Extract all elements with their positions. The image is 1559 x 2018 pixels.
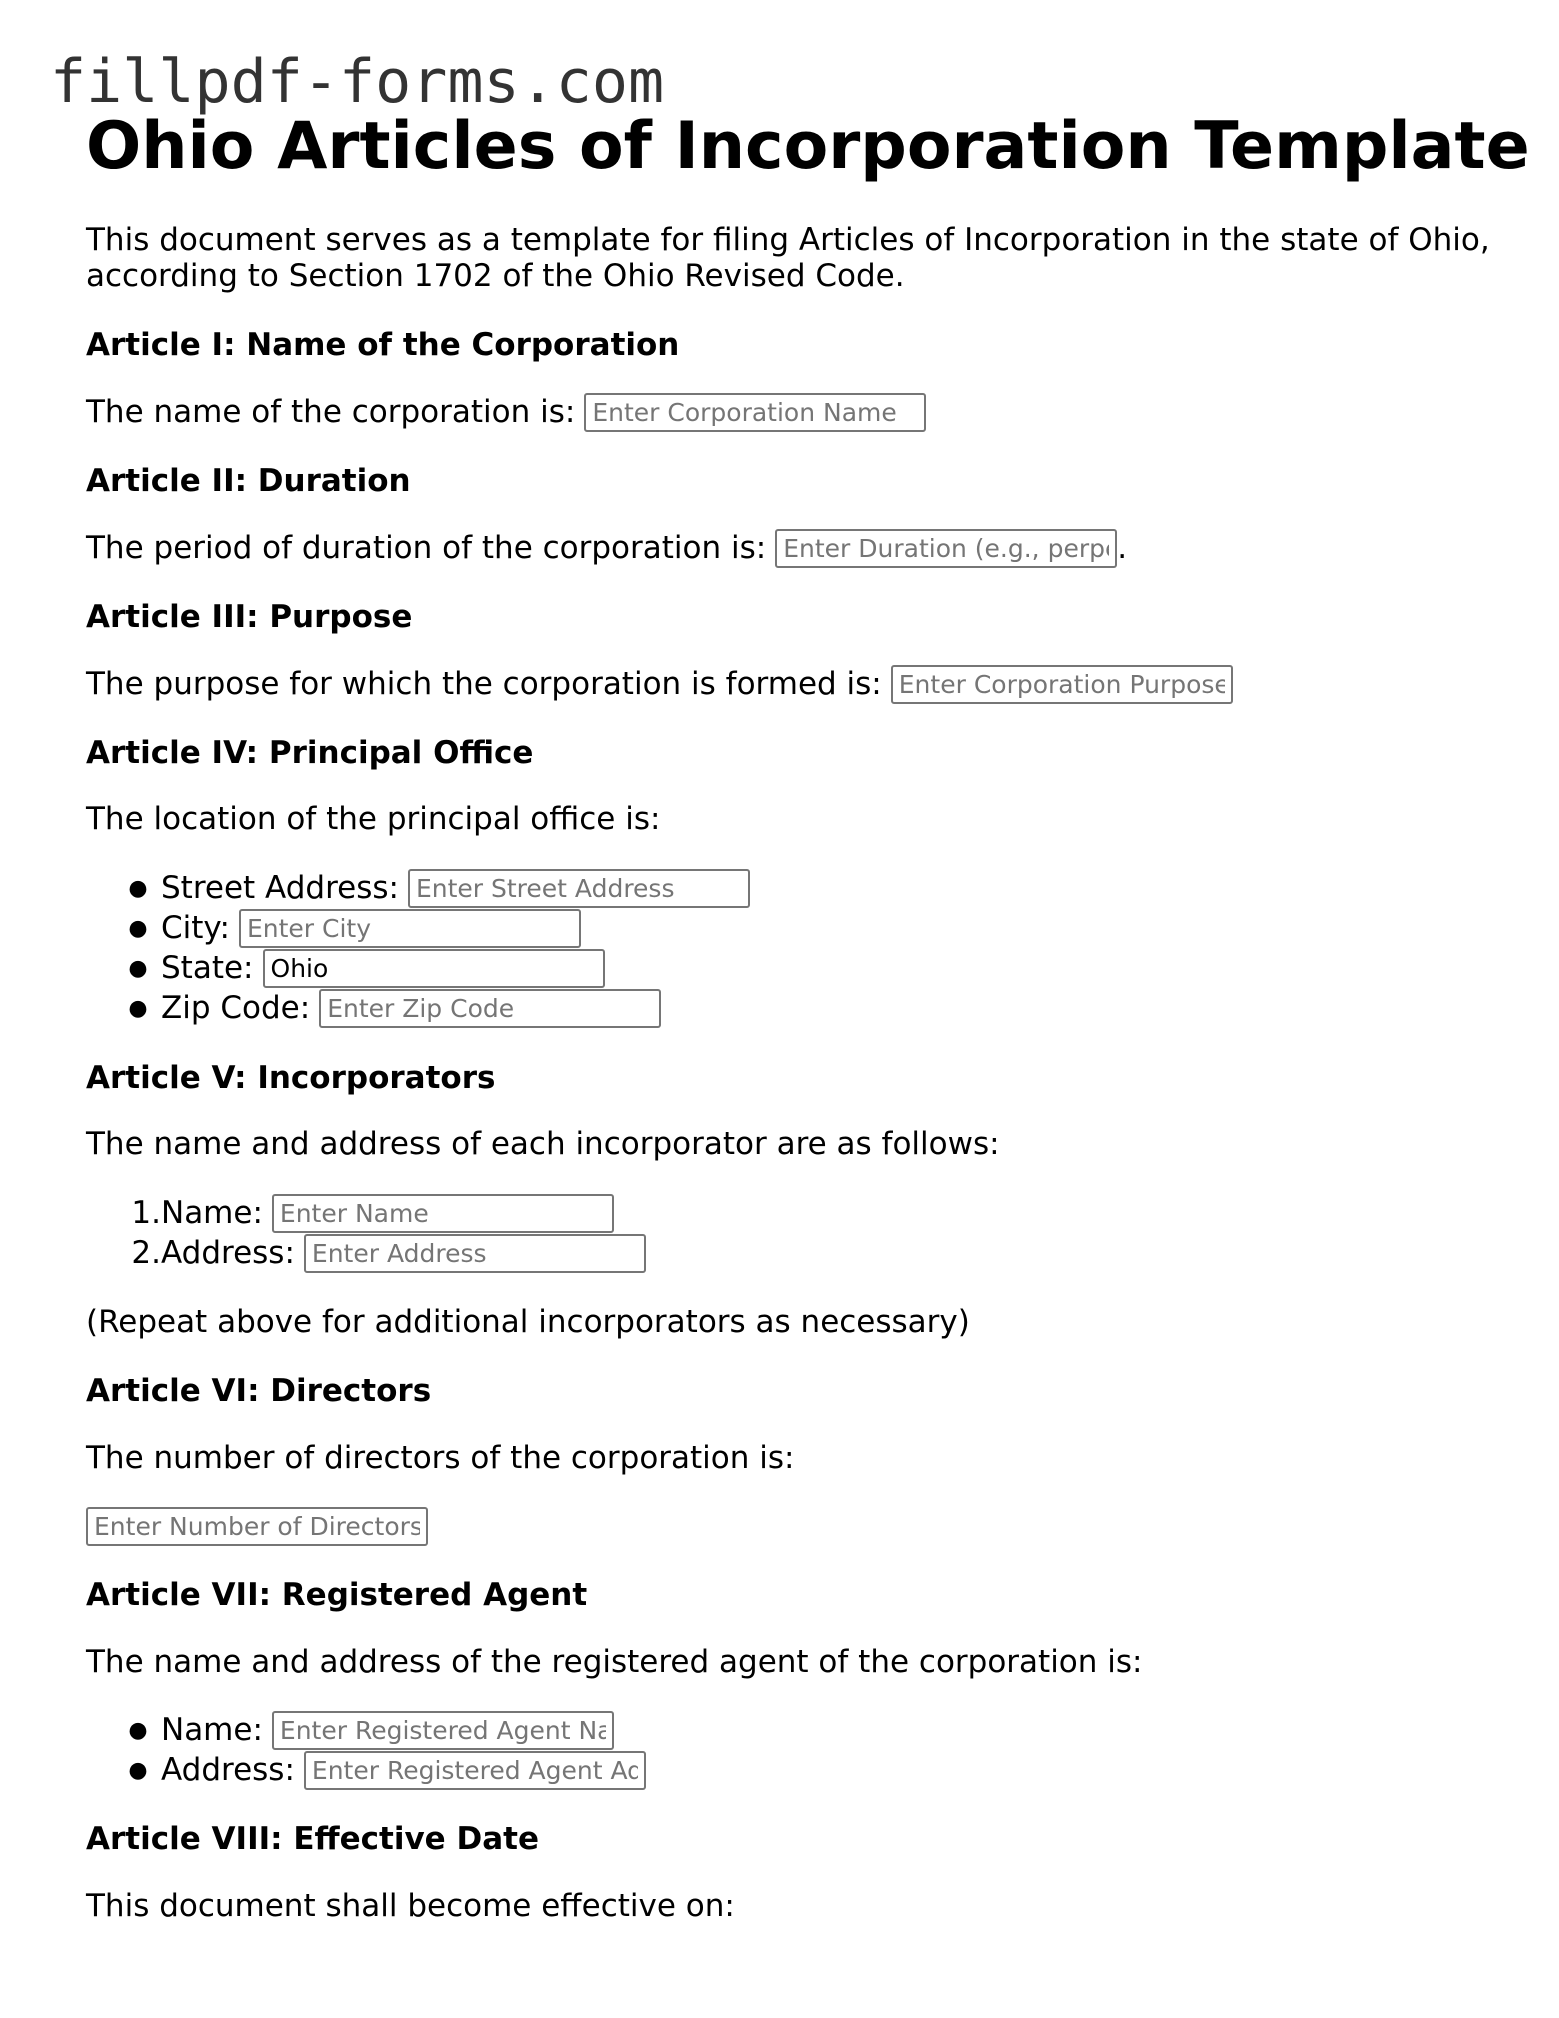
list-item <box>86 1193 614 1233</box>
incorporator-name-input[interactable] <box>272 1194 614 1233</box>
article-6-row <box>86 1506 428 1546</box>
watermark: fillpdf-forms.com <box>50 47 665 117</box>
state-input[interactable] <box>263 949 605 988</box>
list-item <box>86 868 750 908</box>
bullet-icon: ● <box>128 955 148 981</box>
article-4-heading: Article IV: Principal Office <box>86 735 534 771</box>
incorporator-address-label: Address: <box>161 1235 295 1271</box>
bullet-icon: ● <box>128 1717 148 1743</box>
article-2-heading: Article II: Duration <box>86 463 411 499</box>
article-7-text: The name and address of the registered agent of the corporation is: <box>86 1644 1143 1680</box>
city-input[interactable] <box>239 909 581 948</box>
list-number: 2. <box>131 1235 161 1271</box>
zip-code-input[interactable] <box>319 989 661 1028</box>
article-3-heading: Article III: Purpose <box>86 599 413 635</box>
article-6-text: The number of directors of the corporation is: <box>86 1440 795 1476</box>
bullet-icon: ● <box>128 875 148 901</box>
article-8-heading: Article VIII: Effective Date <box>86 1821 539 1857</box>
number-of-directors-input[interactable] <box>86 1507 428 1546</box>
list-item <box>86 1710 614 1750</box>
article-2-suffix: . <box>1117 530 1128 566</box>
list-item <box>86 948 605 988</box>
list-item <box>86 908 581 948</box>
registered-agent-name-input[interactable] <box>272 1711 614 1750</box>
article-2-row <box>86 528 1127 568</box>
incorporator-name-label: Name: <box>161 1195 263 1231</box>
corporation-name-input[interactable] <box>584 393 926 432</box>
state-label: State: <box>161 950 254 986</box>
article-8-text: This document shall become effective on: <box>86 1888 735 1924</box>
zip-code-label: Zip Code: <box>161 990 311 1026</box>
article-3-text: The purpose for which the corporation is formed is: <box>86 666 882 702</box>
registered-agent-address-input[interactable] <box>304 1751 646 1790</box>
article-1-row <box>86 392 926 432</box>
article-2-text: The period of duration of the corporation is: <box>86 530 767 566</box>
street-address-input[interactable] <box>408 869 750 908</box>
article-5-heading: Article V: Incorporators <box>86 1060 496 1096</box>
list-number: 1. <box>131 1195 161 1231</box>
street-address-label: Street Address: <box>161 870 399 906</box>
article-5-note: (Repeat above for additional incorporators as necessary) <box>86 1304 970 1340</box>
corporation-purpose-input[interactable] <box>891 665 1233 704</box>
intro-paragraph: This document serves as a template for filing Articles of Incorporation in the state of Ohio, according to Section 1702 of the Ohio Revised Code. <box>86 222 1490 294</box>
bullet-icon: ● <box>128 915 148 941</box>
article-1-heading: Article I: Name of the Corporation <box>86 327 680 363</box>
article-1-text: The name of the corporation is: <box>86 394 576 430</box>
registered-agent-name-label: Name: <box>161 1712 263 1748</box>
bullet-icon: ● <box>128 995 148 1021</box>
article-5-text: The name and address of each incorporator are as follows: <box>86 1126 1000 1162</box>
page-title: Ohio Articles of Incorporation Template <box>86 109 1530 184</box>
duration-input[interactable] <box>775 529 1117 568</box>
article-7-heading: Article VII: Registered Agent <box>86 1577 588 1613</box>
list-item <box>86 988 661 1028</box>
list-item <box>86 1233 646 1273</box>
article-4-text: The location of the principal office is: <box>86 801 661 837</box>
registered-agent-address-label: Address: <box>161 1752 295 1788</box>
city-label: City: <box>161 910 230 946</box>
article-3-row <box>86 664 1233 704</box>
article-6-heading: Article VI: Directors <box>86 1373 432 1409</box>
list-item <box>86 1750 646 1790</box>
bullet-icon: ● <box>128 1757 148 1783</box>
incorporator-address-input[interactable] <box>304 1234 646 1273</box>
